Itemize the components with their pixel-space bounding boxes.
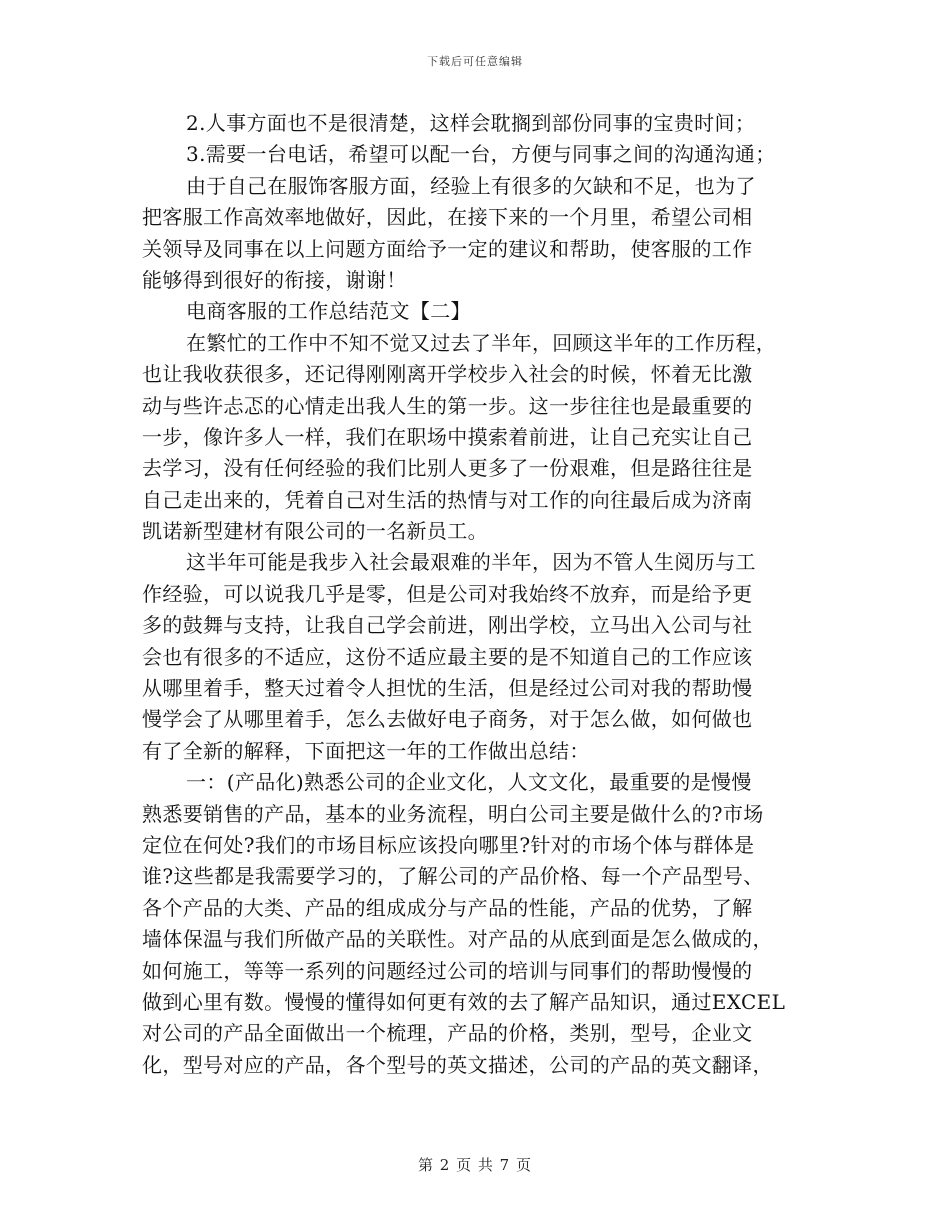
- text-line: 动与些许忐忑的心情走出我人生的第一步。这一步往往也是最重要的: [142, 393, 753, 418]
- document-body: [142, 108, 810, 1081]
- text-line: 自己走出来的，凭着自己对生活的热情与对工作的向往最后成为济南: [142, 487, 753, 512]
- text-line: 在繁忙的工作中不知不觉又过去了半年，回顾这半年的工作历程，: [186, 330, 777, 355]
- text-line: 一：(产品化)熟悉公司的企业文化，人文文化，最重要的是慢慢: [186, 770, 752, 795]
- text-line: 一步，像许多人一样，我们在职场中摸索着前进，让自己充实让自己: [142, 424, 753, 449]
- text-line: 这半年可能是我步入社会最艰难的半年，因为不管人生阅历与工: [186, 550, 756, 575]
- text-line: 墙体保温与我们所做产品的关联性。对产品的从底到面是怎么做成的，: [142, 927, 773, 952]
- text-line: 从哪里着手，整天过着令人担忧的生活，但是经过公司对我的帮助慢: [142, 676, 753, 701]
- text-line: 电商客服的工作总结范文【二】: [186, 299, 471, 324]
- text-line: 能够得到很好的衔接，谢谢！: [142, 267, 407, 292]
- text-line: 3.需要一台电话，希望可以配一台，方便与同事之间的沟通沟通；: [186, 142, 776, 167]
- text-line: 谁?这些都是我需要学习的，了解公司的产品价格、每一个产品型号、: [142, 864, 764, 889]
- text-line: 2.人事方面也不是很清楚，这样会耽搁到部份同事的宝贵时间；: [186, 111, 756, 135]
- text-line: 各个产品的大类、产品的组成成分与产品的性能，产品的优势，了解: [142, 895, 753, 920]
- text-line: 凯诺新型建材有限公司的一名新员工。: [142, 519, 488, 544]
- text-line: 去学习，没有任何经验的我们比别人更多了一份艰难，但是路往往是: [142, 456, 753, 481]
- text-line: 对公司的产品全面做出一个梳理，产品的价格，类别，型号，企业文: [142, 1021, 753, 1046]
- text-line: 作经验，可以说我几乎是零，但是公司对我始终不放弃，而是给予更: [142, 581, 753, 606]
- text-line: 把客服工作高效率地做好，因此，在接下来的一个月里，希望公司相: [142, 205, 753, 230]
- text-line: 多的鼓舞与支持，让我自己学会前进，刚出学校，立马出入公司与社: [142, 613, 753, 638]
- text-line: 做到心里有数。慢慢的懂得如何更有效的去了解产品知识，通过EXCEL: [142, 989, 786, 1014]
- text-line: 会也有很多的不适应，这份不适应最主要的是不知道自己的工作应该: [142, 644, 753, 669]
- text-line: 定位在何处?我们的市场目标应该投向哪里?针对的市场个体与群体是: [142, 832, 755, 857]
- text-line: 如何施工，等等一系列的问题经过公司的培训与同事们的帮助慢慢的: [142, 958, 753, 983]
- text-line: 有了全新的解释，下面把这一年的工作做出总结：: [142, 738, 590, 763]
- page-number-footer: 第 2 页 共 7 页: [418, 1156, 532, 1174]
- text-line: 由于自己在服饰客服方面，经验上有很多的欠缺和不足，也为了: [186, 173, 756, 198]
- text-line: 关领导及同事在以上问题方面给予一定的建议和帮助，使客服的工作: [142, 236, 753, 261]
- page-header-note: 下载后可任意编辑: [427, 55, 523, 68]
- text-line: 也让我收获很多，还记得刚刚离开学校步入社会的时候，怀着无比激: [142, 362, 753, 387]
- text-line: 慢学会了从哪里着手，怎么去做好电子商务，对于怎么做，如何做也: [142, 707, 753, 732]
- text-line: 熟悉要销售的产品，基本的业务流程，明白公司主要是做什么的?市场: [142, 801, 764, 826]
- text-line: 化，型号对应的产品，各个型号的英文描述，公司的产品的英文翻译，: [142, 1052, 773, 1077]
